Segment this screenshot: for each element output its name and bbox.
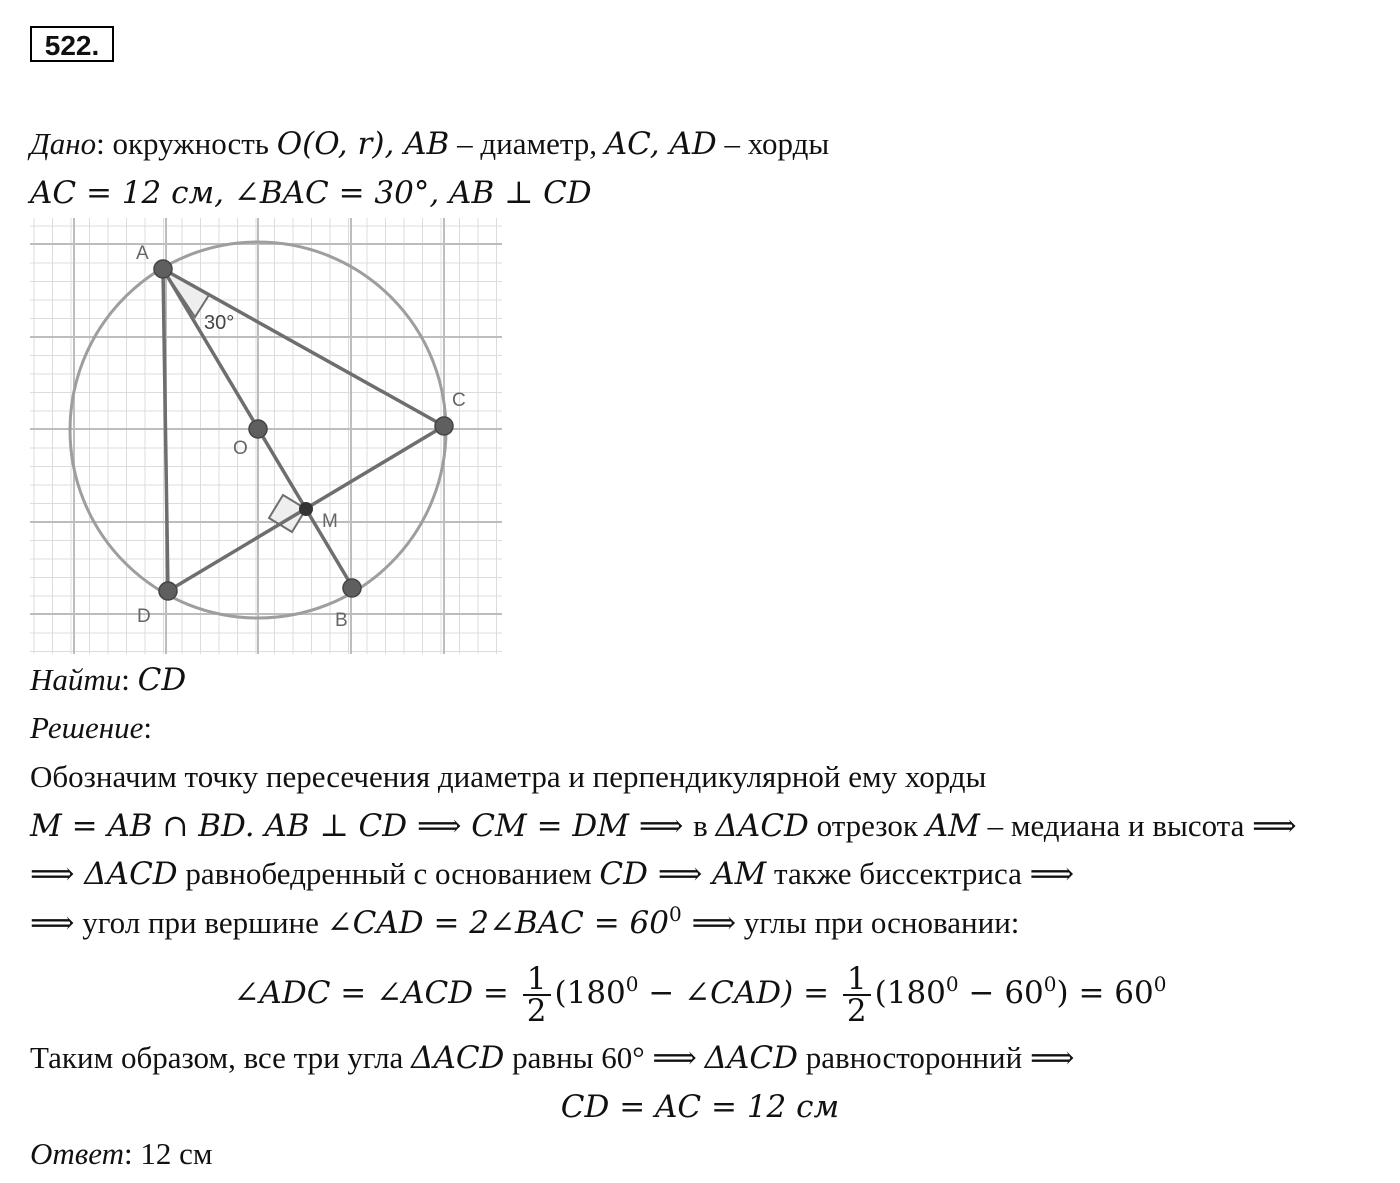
point-b bbox=[343, 579, 361, 597]
solution-line-2-triangle: ΔACD bbox=[715, 808, 809, 844]
given-line-1 bbox=[30, 124, 829, 164]
label-o: O bbox=[233, 438, 248, 459]
formula-part-e: − 60 bbox=[958, 975, 1044, 1011]
fraction-half-1 bbox=[523, 960, 551, 1029]
point-c bbox=[435, 417, 453, 435]
given-chords-text: – хорды bbox=[716, 126, 830, 161]
solution-line-2-text-3: – медиана и высота ⟹ bbox=[979, 808, 1297, 843]
fraction-numerator: 1 bbox=[523, 964, 551, 996]
find-label: Найти bbox=[30, 662, 122, 697]
segment-ac bbox=[163, 269, 444, 426]
solution-line-2-math: M = AB ∩ BD. AB ⊥ CD ⟹ CM = DM ⟹ bbox=[30, 808, 694, 844]
formula-part-c: − ∠CAD) = bbox=[638, 975, 839, 1011]
geometry-figure bbox=[30, 218, 502, 654]
solution-heading bbox=[30, 708, 152, 748]
given-ab-sep: , bbox=[384, 126, 405, 162]
formula-sup-d: 0 bbox=[945, 972, 959, 996]
solution-line-2-am: AM bbox=[925, 808, 980, 844]
given-diameter: AB bbox=[404, 126, 450, 162]
axes bbox=[30, 218, 502, 654]
result-line: CD = AC = 12 см bbox=[560, 1089, 840, 1125]
solution-line-4-sup: 0 bbox=[669, 902, 682, 926]
solution-line-4-text-2: углы при основании: bbox=[736, 905, 1020, 940]
point-a bbox=[154, 260, 172, 278]
solution-line-2-text-1: в bbox=[693, 808, 716, 843]
solution-line-4-arrow: ⟹ bbox=[681, 905, 737, 941]
solution-line-3-triangle: ⟹ ΔACD bbox=[30, 856, 178, 892]
solution-line-3 bbox=[30, 854, 1074, 894]
angle-label: 30° bbox=[204, 312, 235, 334]
answer-label: Ответ bbox=[30, 1136, 124, 1171]
formula-line bbox=[0, 953, 1400, 1033]
point-o bbox=[249, 420, 267, 438]
solution-line-5-text-2: равны 60° ⟹ bbox=[504, 1040, 705, 1075]
solution-line-3-math: CD ⟹ AM bbox=[599, 856, 767, 892]
solution-line-3-text-1: равнобедренный с основанием bbox=[177, 856, 600, 891]
formula-part-d: (180 bbox=[874, 975, 946, 1011]
point-m bbox=[299, 502, 313, 516]
formula-part-f: ) = 60 bbox=[1056, 975, 1154, 1011]
solution-line-5-triangle-2: ΔACD bbox=[704, 1040, 798, 1076]
label-d: D bbox=[137, 606, 151, 627]
given-line-2: AC = 12 см, ∠BAC = 30°, AB ⊥ CD bbox=[30, 175, 592, 211]
solution-line-5-triangle-1: ΔACD bbox=[411, 1040, 505, 1076]
label-a: A bbox=[136, 243, 149, 264]
find-sep: : bbox=[121, 662, 138, 697]
answer-value: 12 см bbox=[132, 1136, 213, 1171]
solution-line-4-math: ∠CAD = 2∠BAC = 60 bbox=[326, 905, 669, 941]
label-b: B bbox=[335, 610, 348, 631]
formula-sup-e: 0 bbox=[1043, 972, 1057, 996]
solution-line-5 bbox=[30, 1038, 1074, 1078]
find-line bbox=[30, 660, 186, 700]
given-label: Дано bbox=[30, 126, 97, 161]
fraction-denominator: 2 bbox=[526, 992, 547, 1029]
find-value: CD bbox=[137, 662, 187, 698]
solution-line-3-text-2: также биссектриса ⟹ bbox=[766, 856, 1075, 891]
solution-line-1: Обозначим точку пересечения диаметра и перпендикулярной ему хорды bbox=[30, 759, 987, 794]
solution-line-2 bbox=[30, 806, 1297, 846]
answer-sep: : bbox=[123, 1136, 133, 1171]
solution-line-4 bbox=[30, 903, 1019, 943]
solution-sep: : bbox=[143, 710, 152, 745]
given-chords: AC, AD bbox=[604, 126, 717, 162]
grid bbox=[30, 218, 502, 654]
formula-sup-f: 0 bbox=[1153, 972, 1167, 996]
formula-part-b: (180 bbox=[554, 975, 626, 1011]
solution-line-2-text-2: отрезок bbox=[808, 808, 926, 843]
fraction-denominator: 2 bbox=[846, 992, 867, 1029]
problem-number: 522. bbox=[30, 26, 114, 62]
solution-line-5-text-3: равносторонний ⟹ bbox=[797, 1040, 1075, 1075]
solution-line-4-text-1: ⟹ угол при вершине bbox=[30, 905, 327, 940]
given-text: : окружность bbox=[96, 126, 277, 161]
label-c: C bbox=[452, 390, 466, 411]
point-d bbox=[159, 582, 177, 600]
fraction-numerator: 1 bbox=[843, 964, 871, 996]
formula-sup-b: 0 bbox=[625, 972, 639, 996]
fraction-half-2 bbox=[843, 960, 871, 1029]
label-m: M bbox=[322, 511, 338, 532]
formula-part-a: ∠ADC = ∠ACD = bbox=[233, 975, 519, 1011]
given-diameter-text: – диаметр, bbox=[449, 126, 605, 161]
solution-label: Решение bbox=[30, 710, 144, 745]
solution-line-5-text-1: Таким образом, все три угла bbox=[30, 1040, 412, 1075]
given-circle: O(O, r) bbox=[276, 126, 385, 162]
answer-line bbox=[30, 1134, 212, 1174]
